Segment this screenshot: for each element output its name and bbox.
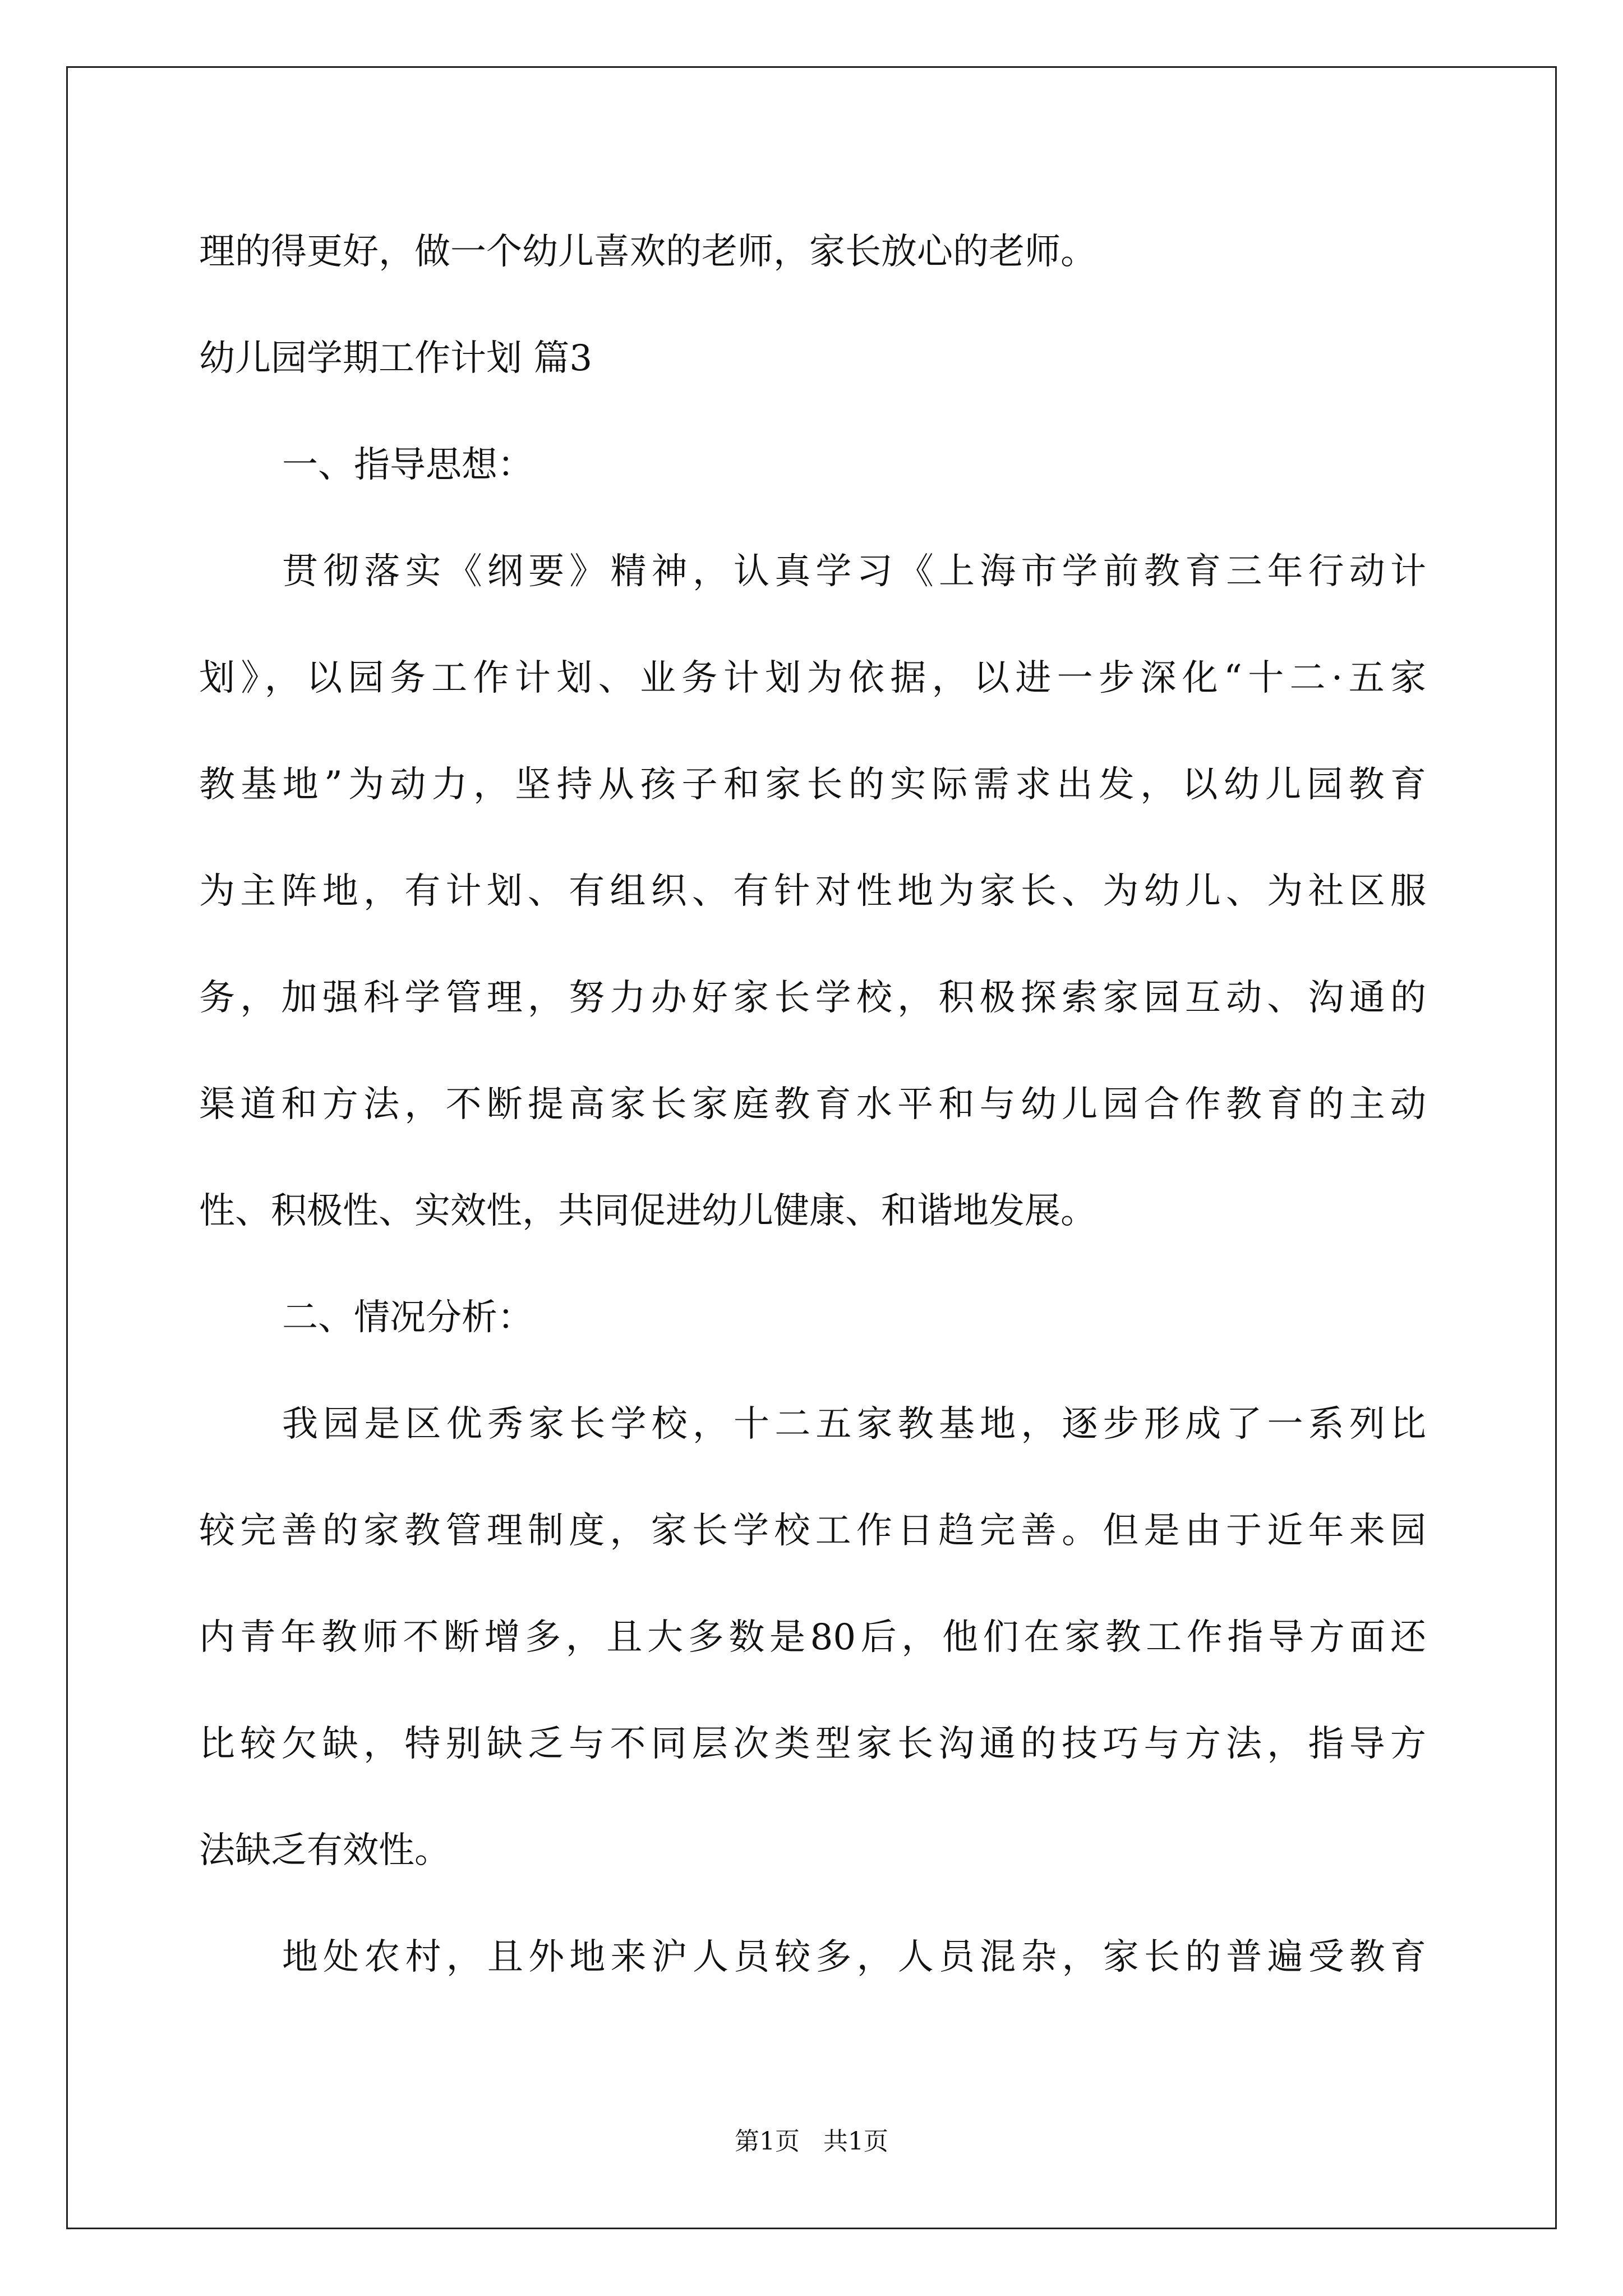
page-total: 共1页 <box>823 2127 888 2156</box>
text-line: 比较欠缺，特别缺乏与不同层次类型家长沟通的技巧与方法，指导方 <box>199 1723 1426 1765</box>
text-line: 教基地”为动力，坚持从孩子和家长的实际需求出发，以幼儿园教育 <box>199 764 1426 806</box>
text-line: 为主阵地，有计划、有组织、有针对性地为家长、为幼儿、为社区服 <box>199 871 1426 912</box>
heading-guiding-ideology: 一、指导思想： <box>282 444 533 486</box>
text-line: 渠道和方法，不断提高家长家庭教育水平和与幼儿园合作教育的主动 <box>199 1084 1426 1125</box>
heading-situation-analysis: 二、情况分析： <box>282 1297 533 1338</box>
page-number: 第1页 <box>735 2127 800 2156</box>
section-title: 幼儿园学期工作计划 篇3 <box>199 338 593 379</box>
text-line: 我园是区优秀家长学校，十二五家教基地，逐步形成了一系列比 <box>282 1404 1426 1445</box>
text-line: 务，加强科学管理，努力办好家长学校，积极探索家园互动、沟通的 <box>199 977 1426 1019</box>
text-line: 法缺乏有效性。 <box>199 1830 450 1871</box>
text-line: 性、积极性、实效性，共同促进幼儿健康、和谐地发展。 <box>199 1190 1096 1232</box>
text-line: 划》，以园务工作计划、业务计划为依据，以进一步深化“十二·五家 <box>199 657 1426 699</box>
text-line: 地处农村，且外地来沪人员较多，人员混杂，家长的普遍受教育 <box>282 1936 1426 1978</box>
text-line: 内青年教师不断增多，且大多数是80后，他们在家教工作指导方面还 <box>199 1617 1426 1658</box>
page-footer <box>0 2125 1623 2159</box>
text-line: 理的得更好，做一个幼儿喜欢的老师，家长放心的老师。 <box>199 231 1096 273</box>
text-line: 较完善的家教管理制度，家长学校工作日趋完善。但是由于近年来园 <box>199 1510 1426 1552</box>
text-line: 贯彻落实《纲要》精神，认真学习《上海市学前教育三年行动计 <box>282 551 1426 592</box>
